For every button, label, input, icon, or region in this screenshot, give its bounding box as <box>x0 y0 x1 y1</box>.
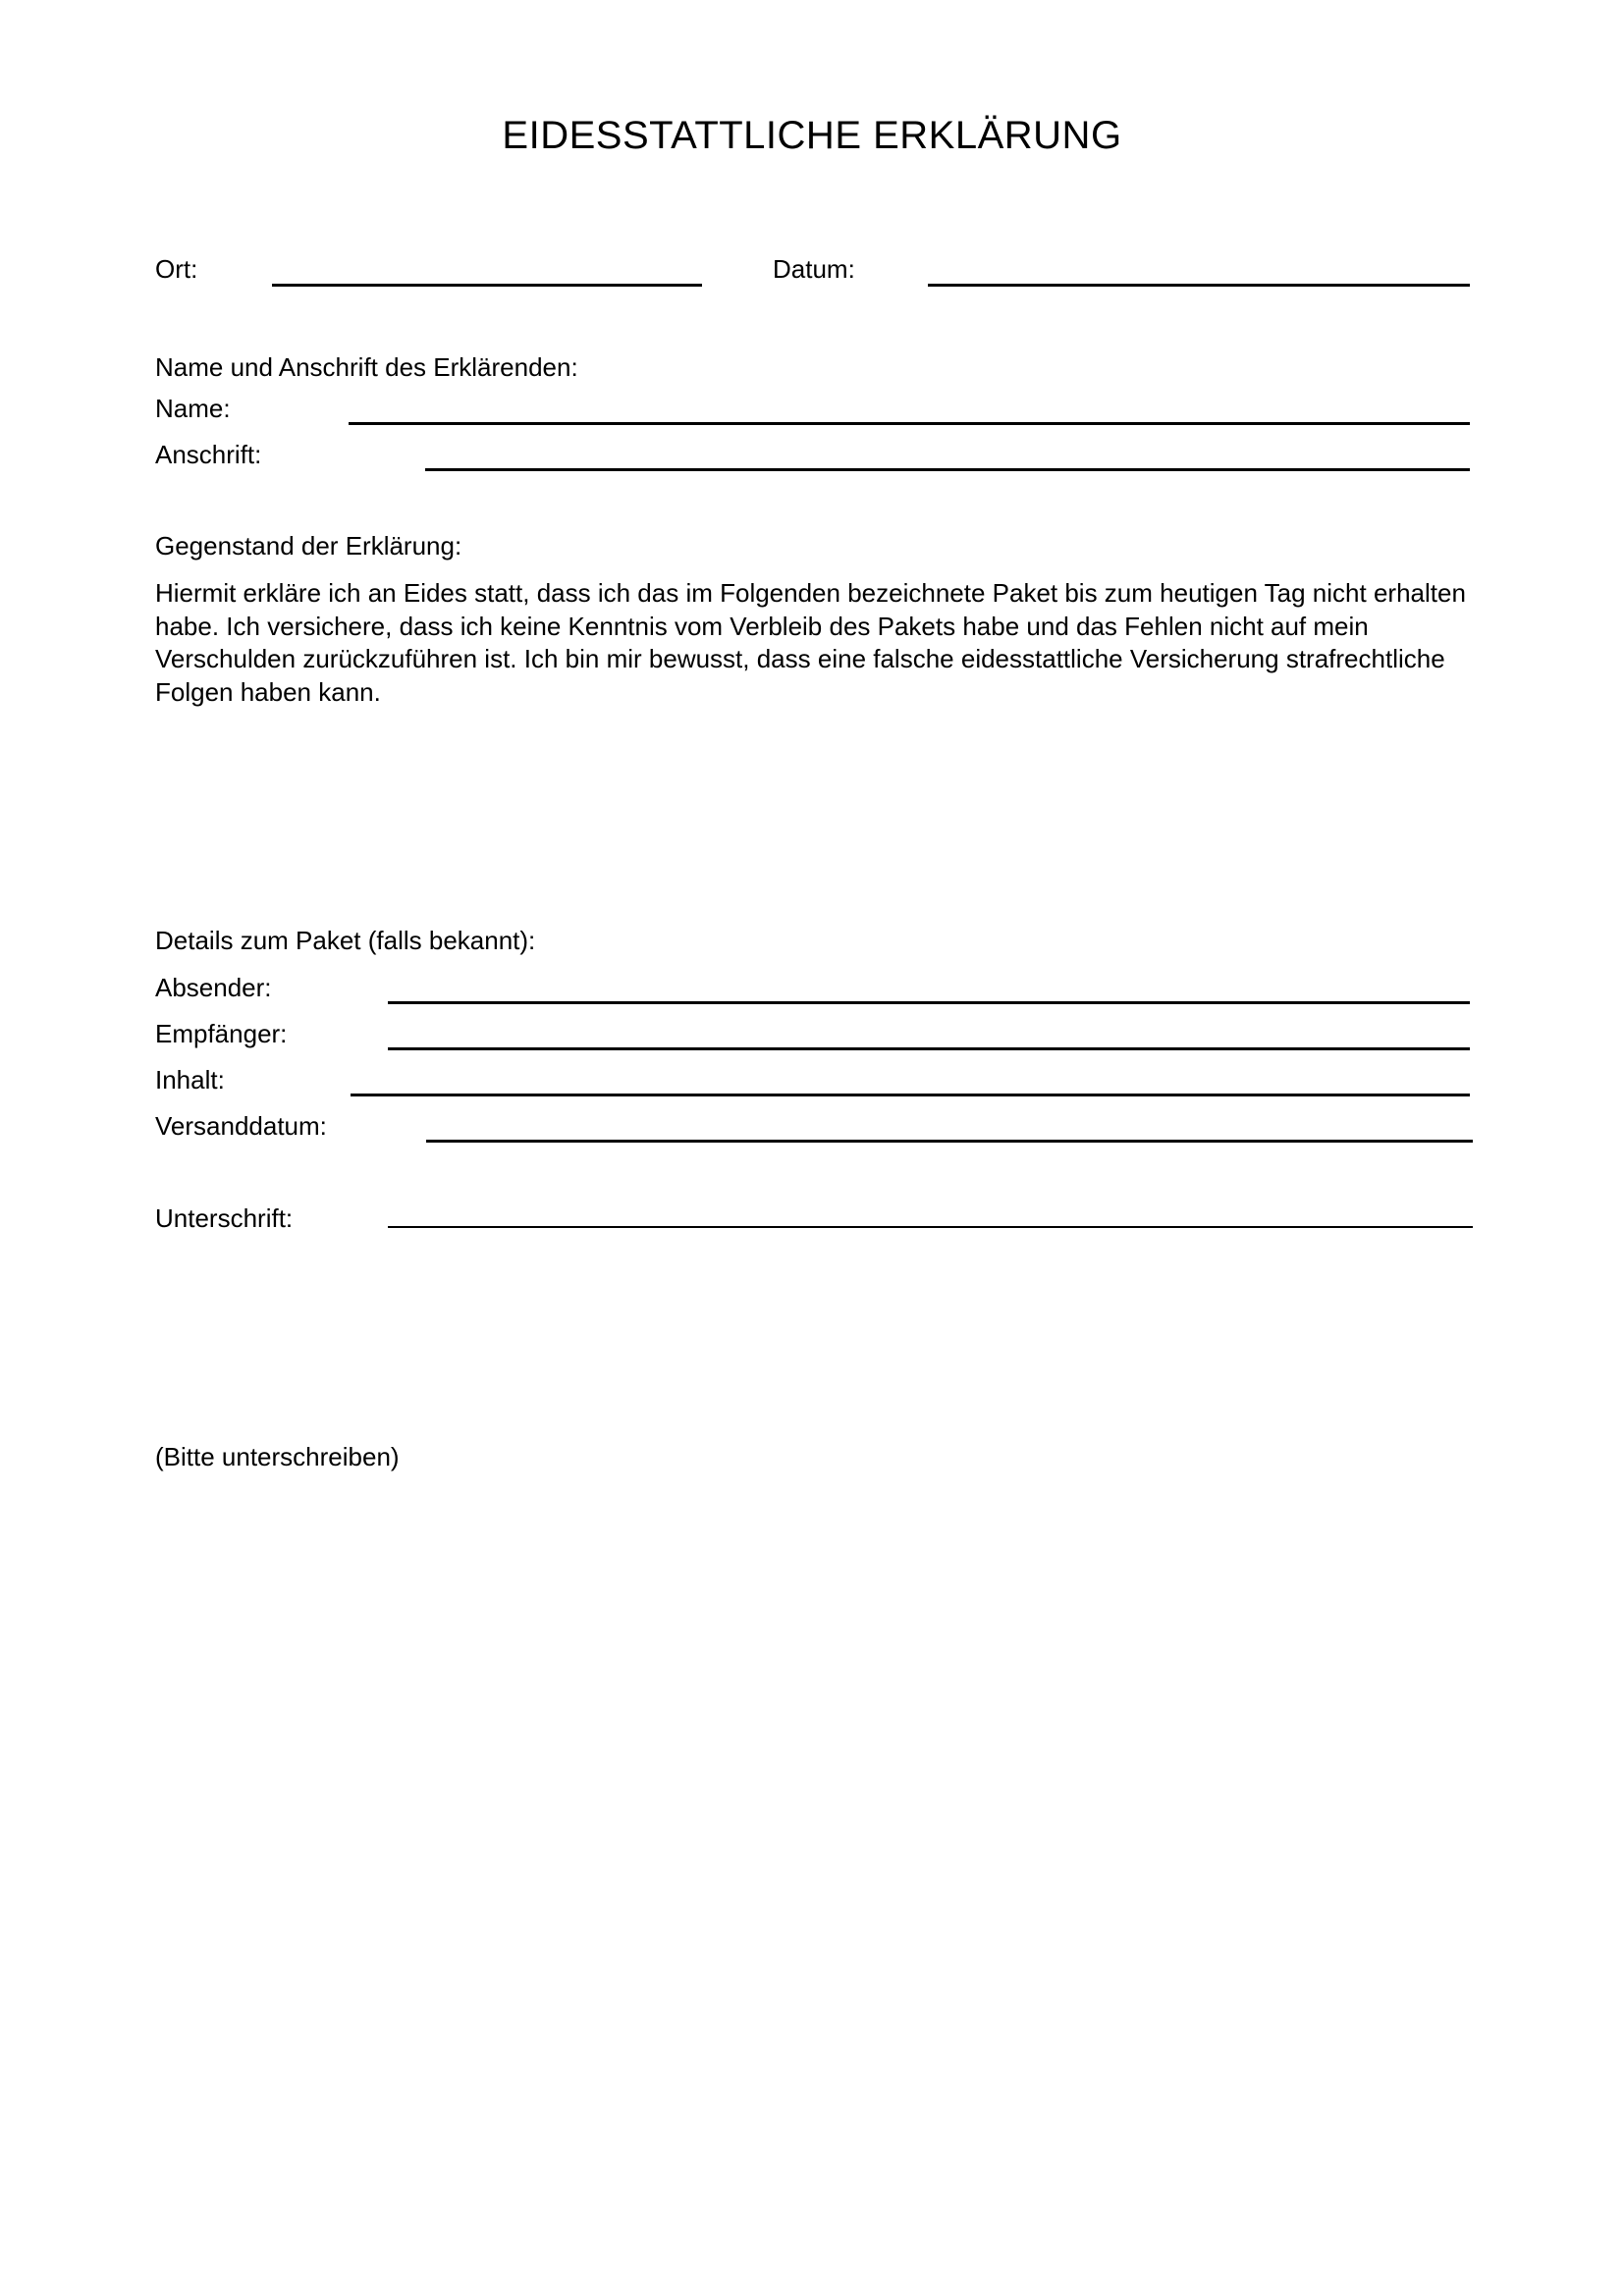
versanddatum-field-line[interactable] <box>426 1140 1473 1143</box>
empfaenger-field-line[interactable] <box>388 1047 1470 1050</box>
inhalt-label: Inhalt: <box>155 1065 225 1095</box>
versanddatum-label: Versanddatum: <box>155 1111 327 1141</box>
ort-label: Ort: <box>155 254 198 284</box>
unterschrift-label: Unterschrift: <box>155 1203 294 1233</box>
signature-note: (Bitte unterschreiben) <box>155 1442 400 1471</box>
name-field-line[interactable] <box>349 422 1470 425</box>
absender-label: Absender: <box>155 973 272 1002</box>
empfaenger-label: Empfänger: <box>155 1019 288 1048</box>
datum-label: Datum: <box>773 254 855 284</box>
name-label: Name: <box>155 394 231 423</box>
package-details-heading: Details zum Paket (falls bekannt): <box>155 926 536 955</box>
document-title: EIDESSTATTLICHE ERKLÄRUNG <box>502 114 1122 157</box>
datum-field-line[interactable] <box>928 284 1470 287</box>
subject-heading: Gegenstand der Erklärung: <box>155 531 462 561</box>
declaration-body-text: Hiermit erkläre ich an Eides statt, dass ich das im Folgenden bezeichnete Paket bis zum heutigen Tag nicht erhalten habe. Ich versichere, dass ich keine Kenntnis vom Verbleib des Pakets habe und das Fehlen nicht auf mein Verschulden zurückzuführen ist. Ich bin mir bewusst, dass eine falsche eidesstattliche Versicherung strafrechtliche Folgen haben kann. <box>155 578 1466 707</box>
anschrift-label: Anschrift: <box>155 440 262 469</box>
inhalt-field-line[interactable] <box>351 1094 1470 1096</box>
anschrift-field-line[interactable] <box>425 468 1470 471</box>
declarant-heading: Name und Anschrift des Erklärenden: <box>155 352 578 382</box>
absender-field-line[interactable] <box>388 1001 1470 1004</box>
unterschrift-field-line[interactable] <box>388 1226 1473 1228</box>
ort-field-line[interactable] <box>272 284 702 287</box>
